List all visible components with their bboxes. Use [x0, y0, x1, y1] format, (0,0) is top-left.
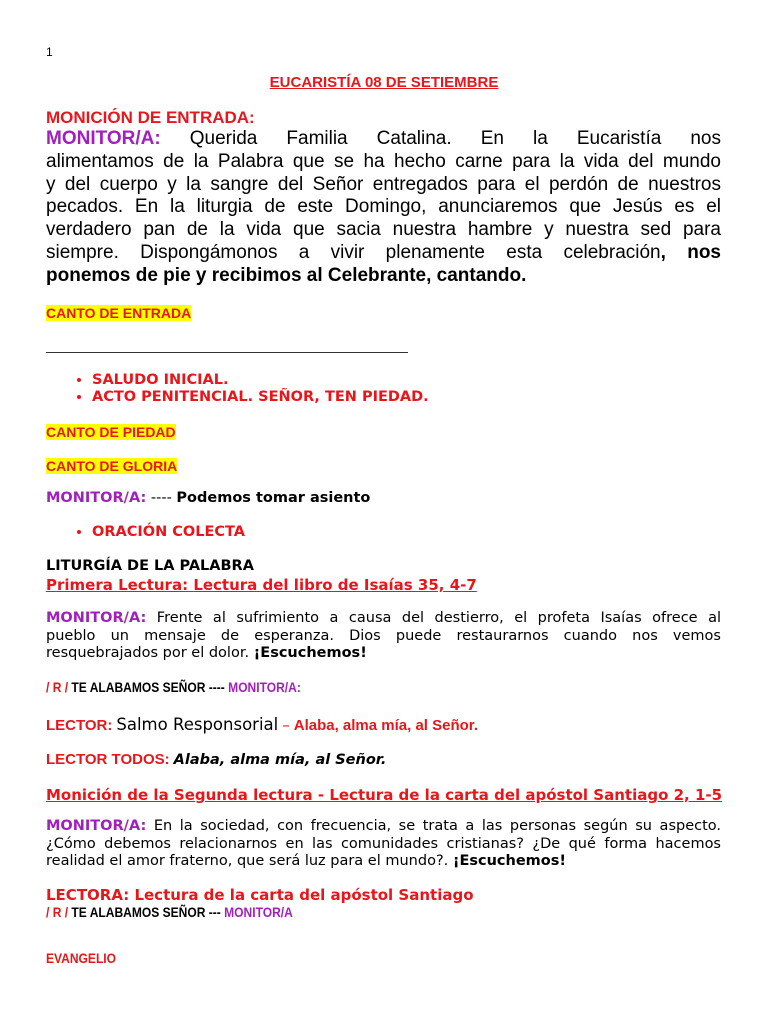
intro-line: MONITOR/A: Querida Familia Catalina. En la Eucaristía nos [46, 128, 721, 149]
document-title: EUCARISTÍA 08 DE SETIEMBRE [269, 74, 499, 91]
intro-line: y del cuerpo y la sangre del Señor entregados para el perdón de nuestros [46, 173, 721, 195]
monitor-label: MONITOR/A: [46, 818, 147, 834]
segunda-monitor-paragraph: MONITOR/A: En la sociedad, con frecuencia, se trata a las personas según su aspecto. ¿Cómo debemos relacionarnos en las comunidades cristianas? ¿De qué forma hacemos realidad el amor fraterno, que será luz para el mundo?. ¡Escuchemos! [46, 818, 722, 869]
sit-instruction: MONITOR/A: ---- Podemos tomar asiento [46, 490, 371, 506]
respuesta-1: / R / TE ALABAMOS SEÑOR ---- MONITOR/A: [46, 679, 301, 695]
canto-piedad: CANTO DE PIEDAD [46, 424, 176, 440]
liturgia-heading: LITURGÍA DE LA PALABRA [46, 558, 254, 574]
monitor-label: MONITOR/A: [46, 128, 161, 149]
blank-line [46, 352, 408, 353]
salmo-line: LECTOR: Salmo Responsorial – Alaba, alma mía, al Señor. [46, 715, 478, 734]
intro-line: siempre. Dispongámonos a vivir plenamente esta celebración, nos [46, 241, 721, 263]
oracion-colecta: • ORACIÓN COLECTA [92, 524, 245, 541]
canto-gloria: CANTO DE GLORIA [46, 458, 178, 474]
page-number: 1 [46, 45, 53, 59]
intro-line: pecados. En la liturgia de este Domingo, anunciaremos que Jesús es el [46, 196, 721, 218]
intro-line: alimentamos de la Palabra que se ha hecho carne para la vida del mundo [46, 150, 721, 172]
intro-line: verdadero pan de la vida que sacia nuestra hambre y nuestra sed para [46, 219, 721, 241]
rites-list [64, 372, 429, 406]
primera-lectura: Primera Lectura: Lectura del libro de Isaías 35, 4-7 [46, 576, 477, 594]
lector-todos: LECTOR TODOS: Alaba, alma mía, al Señor. [46, 751, 387, 768]
lectora-line: LECTORA: Lectura de la carta del apóstol Santiago [46, 886, 474, 904]
monicion-entrada-heading: MONICIÓN DE ENTRADA: [46, 108, 255, 127]
evangelio-heading: EVANGELIO [46, 950, 117, 966]
monitor-label: MONITOR/A: [46, 490, 147, 506]
rite-item: • ACTO PENITENCIAL. SEÑOR, TEN PIEDAD. [92, 389, 429, 406]
primera-monitor-paragraph: MONITOR/A: Frente al sufrimiento a causa del destierro, el profeta Isaías ofrece al pueblo un mensaje de esperanza. Dios puede restaurarnos cuando nos vemos resquebrajados por el dolor. ¡Escuchemos! [46, 610, 722, 661]
monicion-entrada-paragraph [46, 128, 721, 288]
canto-entrada: CANTO DE ENTRADA [46, 305, 192, 321]
segunda-lectura: Monición de la Segunda lectura - Lectura de la carta del apóstol Santiago 2, 1-5 [46, 786, 723, 804]
oracion-list [64, 524, 245, 541]
rite-item: • SALUDO INICIAL. [92, 372, 429, 389]
intro-line: ponemos de pie y recibimos al Celebrante, cantando. [46, 264, 527, 286]
monitor-label: MONITOR/A: [46, 610, 147, 626]
respuesta-2: / R / TE ALABAMOS SEÑOR --- MONITOR/A [46, 904, 293, 920]
